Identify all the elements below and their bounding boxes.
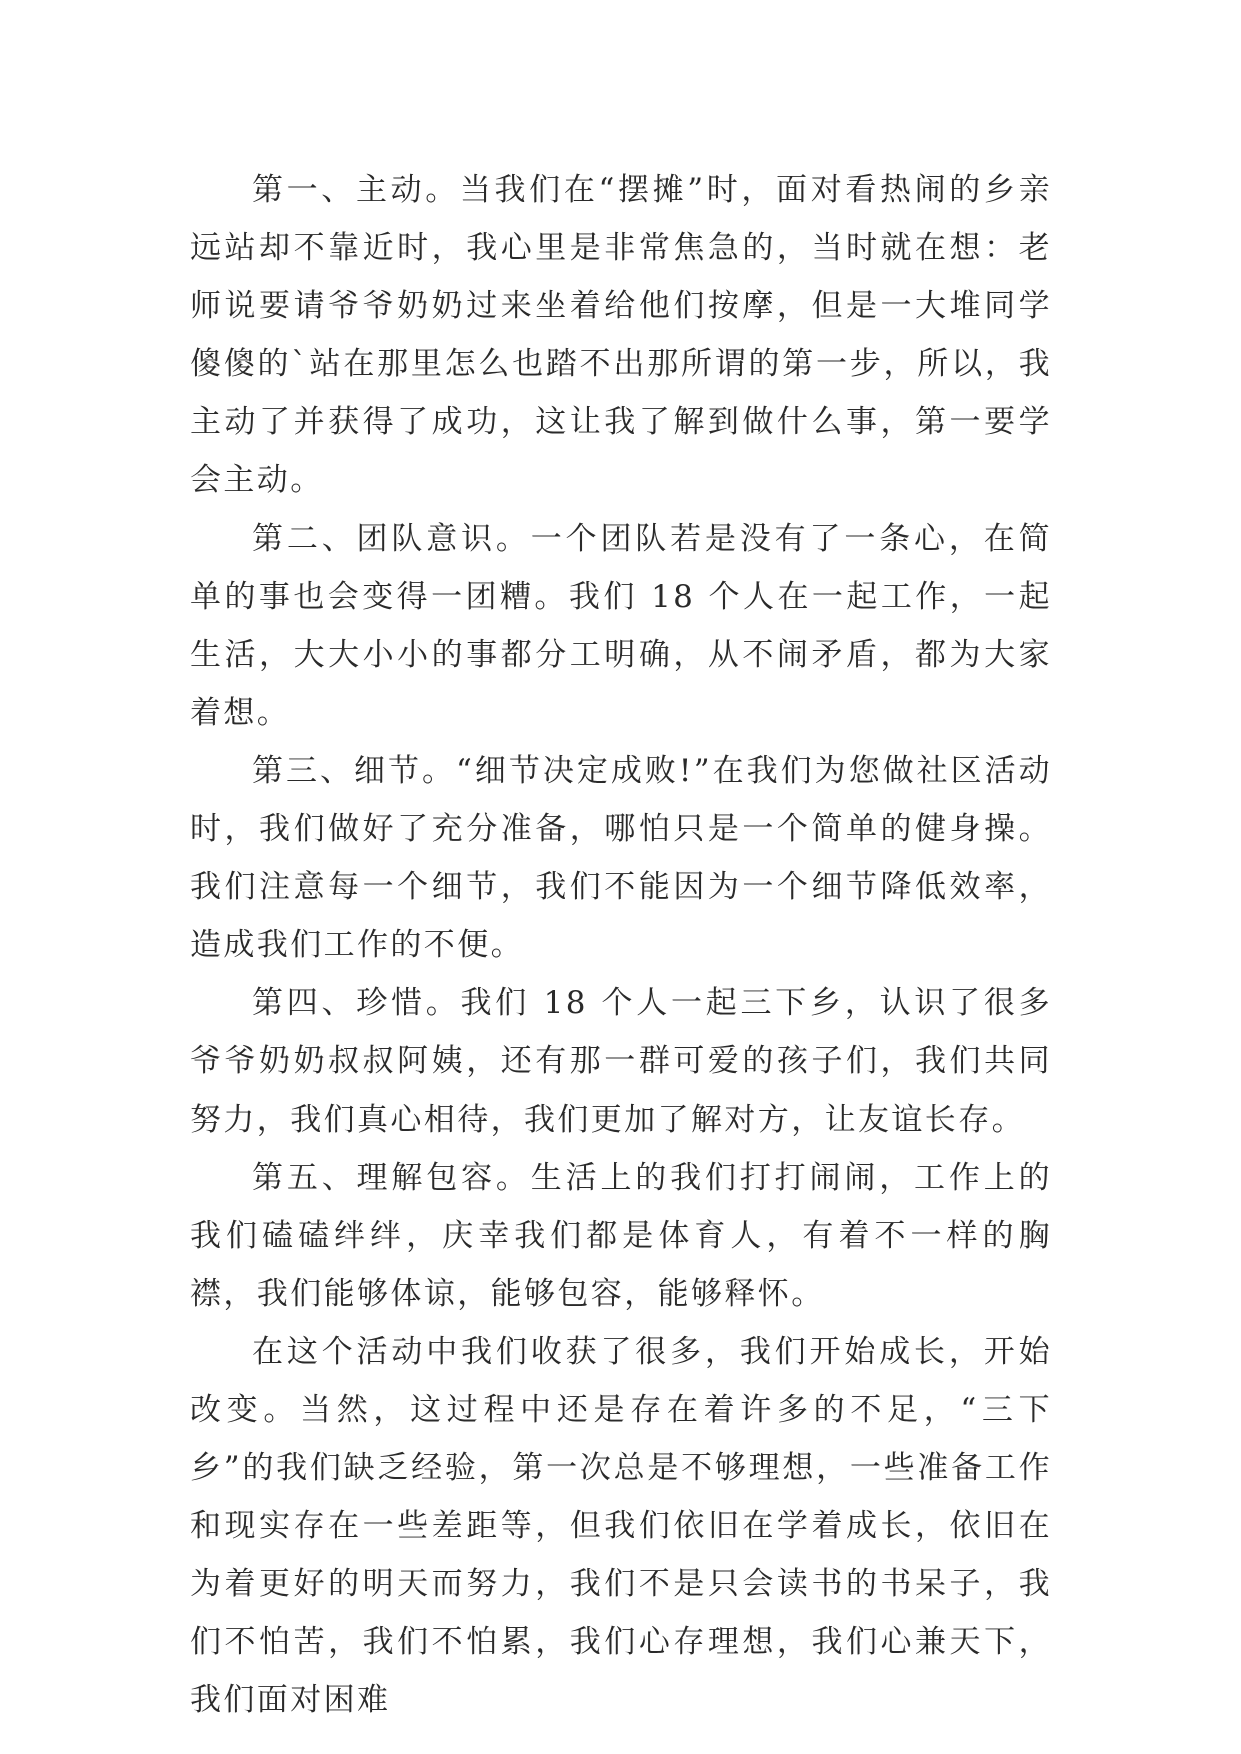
paragraph-cherish: 第四、珍惜。我们 18 个人一起三下乡，认识了很多爷爷奶奶叔叔阿姨，还有那一群可爱的孩子们，我们共同努力，我们真心相待，我们更加了解对方，让友谊长存。: [190, 985, 1052, 1138]
paragraph-teamwork: 第二、团队意识。一个团队若是没有了一条心，在简单的事也会变得一团糟。我们 18 个人在一起工作，一起生活，大大小小的事都分工明确，从不闹矛盾，都为大家着想。: [190, 520, 1052, 731]
paragraph-details: 第三、细节。“细节决定成败!”在我们为您做社区活动时，我们做好了充分准备，哪怕只是一个简单的健身操。我们注意每一个细节，我们不能因为一个细节降低效率，造成我们工作的不便。: [190, 752, 1052, 964]
paragraph-understanding: 第五、理解包容。生活上的我们打打闹闹，工作上的我们磕磕绊绊，庆幸我们都是体育人，有着不一样的胸襟，我们能够体谅，能够包容，能够释怀。: [190, 1159, 1052, 1312]
document-body: [190, 161, 1052, 1730]
paragraph-summary: 在这个活动中我们收获了很多，我们开始成长，开始改变。当然，这过程中还是存在着许多的不足，“三下乡”的我们缺乏经验，第一次总是不够理想，一些准备工作和现实存在一些差距等，但我们依旧在学着成长，依旧在为着更好的明天而努力，我们不是只会读书的书呆子，我们不怕苦，我们不怕累，我们心存理想，我们心兼天下，我们面对困难: [190, 1333, 1052, 1719]
paragraph-initiative: 第一、主动。当我们在“摆摊”时，面对看热闹的乡亲远站却不靠近时，我心里是非常焦急的，当时就在想：老师说要请爷爷奶奶过来坐着给他们按摩，但是一大堆同学傻傻的`站在那里怎么也踏不出那所谓的第一步，所以，我主动了并获得了成功，这让我了解到做什么事，第一要学会主动。: [190, 172, 1052, 499]
